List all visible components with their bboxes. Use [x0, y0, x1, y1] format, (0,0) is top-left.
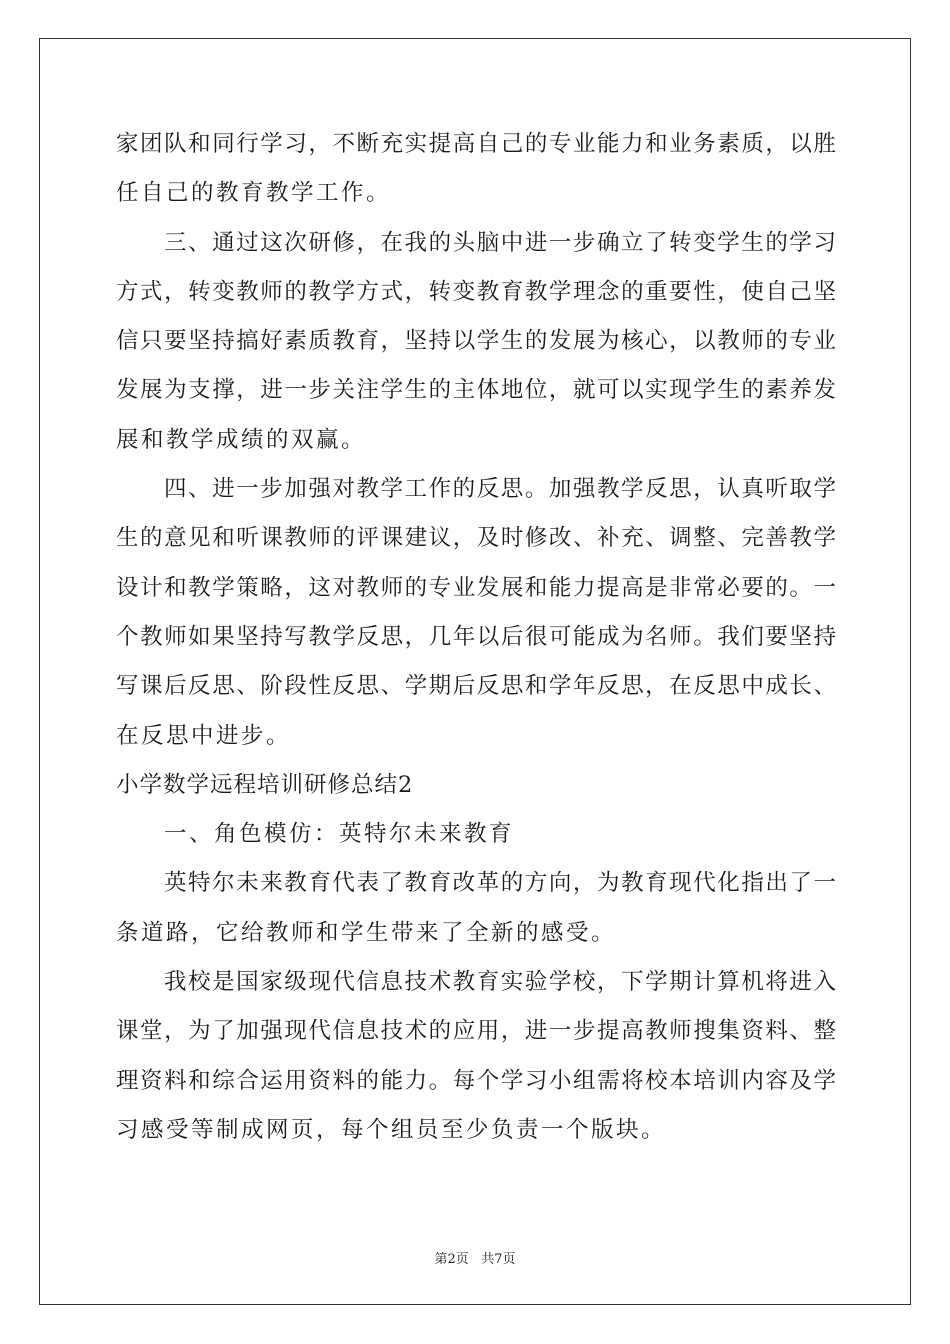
page-total: 共7页 [481, 1252, 516, 1267]
text-line: 任自己的教育教学工作。 [116, 180, 392, 207]
text-line: 英特尔未来教育代表了教育改革的方向，为教育现代化指出了一 [164, 870, 836, 897]
subheading-line: 一、角色模仿：英特尔未来教育 [164, 821, 515, 848]
document-body [116, 120, 836, 1155]
page-footer [0, 1248, 950, 1267]
text-line: 课堂，为了加强现代信息技术的应用，进一步提高教师搜集资料、整 [116, 1018, 836, 1045]
section-heading: 小学数学远程培训研修总结2 [116, 771, 414, 798]
text-line: 条道路，它给教师和学生带来了全新的感受。 [116, 919, 617, 946]
text-line: 理资料和综合运用资料的能力。每个学习小组需将校本培训内容及学 [116, 1067, 836, 1094]
text-line: 发展为支撑，进一步关注学生的主体地位，就可以实现学生的素养发 [116, 377, 836, 404]
text-line: 展和教学成绩的双赢。 [116, 426, 367, 453]
text-line: 生的意见和听课教师的评课建议，及时修改、补充、调整、完善教学 [116, 525, 836, 552]
text-line: 设计和教学策略，这对教师的专业发展和能力提高是非常必要的。一 [116, 574, 836, 601]
text-line: 方式，转变教师的教学方式，转变教育教学理念的重要性，使自己坚 [116, 278, 836, 305]
text-line: 在反思中进步。 [116, 722, 292, 749]
text-line: 习感受等制成网页，每个组员至少负责一个版块。 [116, 1116, 667, 1143]
text-line: 写课后反思、阶段性反思、学期后反思和学年反思，在反思中成长、 [116, 673, 836, 700]
text-line: 三、通过这次研修，在我的头脑中进一步确立了转变学生的学习 [164, 229, 836, 256]
text-line: 我校是国家级现代信息技术教育实验学校，下学期计算机将进入 [164, 969, 836, 996]
text-line: 家团队和同行学习，不断充实提高自己的专业能力和业务素质，以胜 [116, 131, 836, 157]
page-number: 第2页 [434, 1252, 469, 1267]
text-line: 信只要坚持搞好素质教育，坚持以学生的发展为核心，以教师的专业 [116, 328, 836, 355]
text-line: 四、进一步加强对教学工作的反思。加强教学反思，认真听取学 [164, 476, 836, 503]
text-line: 个教师如果坚持写教学反思，几年以后很可能成为名师。我们要坚持 [116, 623, 836, 650]
